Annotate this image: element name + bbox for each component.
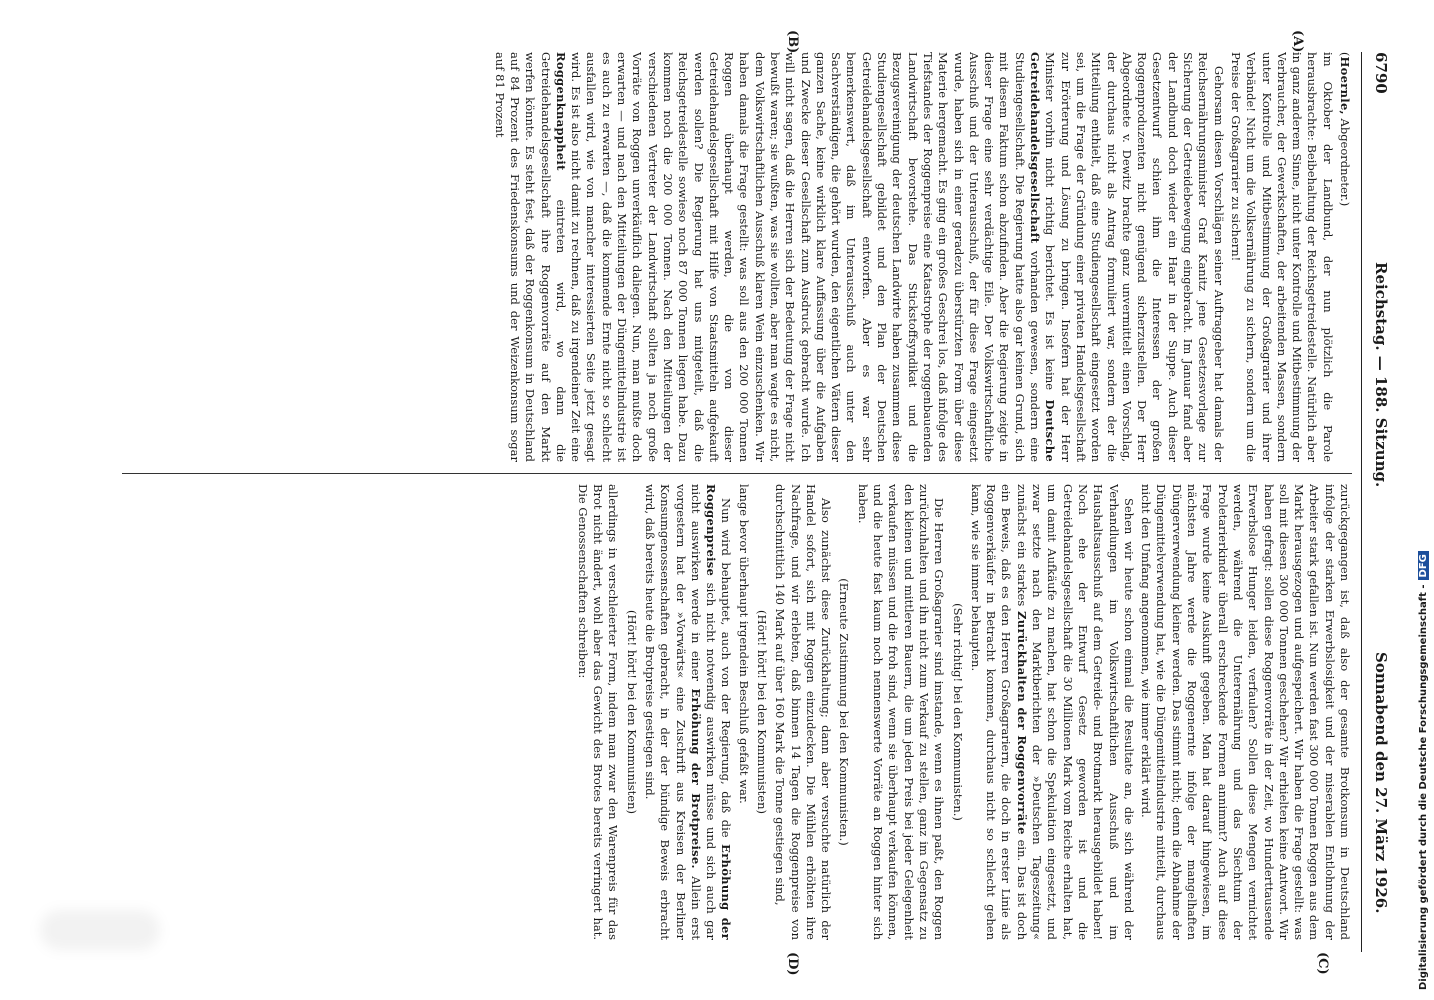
paragraph: im Oktober der Landbund, der nun plötzlich die Parole herausbrachte: Beibehaltung der Reichsgetreidestelle. Natürlich aber in ganz anderem Sinne, nicht unter Kontrolle und Mitbestimmung der Verbraucher, der Gewerkschaften, der arbeitenden Massen, sondern unter Kontrolle und Mitbestimmung der Großagrarier und ihrer Verbände! Nicht um die Volksernährung zu sichern, sondern um die Preise der Großagrarier zu sichern! [1228,52,1335,462]
bold-term: Erhöhung der Brotpreise. [688,688,703,869]
bold-term: Zurückhalten der Roggenvorräte [1014,611,1029,835]
interjection: (Hört! hört! bei den Kommunisten) [755,609,770,815]
paragraph-text: ein. Das ist doch ein Beweis, daß es den Herren Großagrariern, die doch in erster Linie als Roggenverkäufer in Betracht kommen, durchaus nicht so schlecht gehen kann, wie sie immer behaupten. [968,484,1029,940]
speaker-role: Abgeordneter. [1338,118,1352,202]
margin-marker-a: (A) [1290,30,1305,53]
column-divider [122,473,1352,474]
bold-term: Roggenknappheit [553,52,568,171]
margin-marker-b: (B) [785,30,800,54]
margin-marker-c: (C) [1315,952,1330,975]
paragraph: zurückgegangen ist, daß also der gesamte Brotkonsum in Deutschland infolge der starken Erwerbslosigkeit und der miserablen Entlohnung der Arbeiter stark gefallen ist. Nun werden fast 300 000 Tonnen Roggen aus dem Markt herausgezogen und aufgespeichert. Wir haben die Frage gestellt: was soll mit diesen 300 000 Tonnen geschehen? Wir erhielten keine Antwort. Wir haben gefragt: sollen diese Roggenvorräte in der Zeit, wo Hunderttausende Erwerbslose Hunger leiden, verfaulen? Sollen diese Mengen vernichtet werden, während die Unterernährung und das Siechtum der Proletarierkinder überall erschreckende Formen annimmt? Auch auf diese Frage wurde keine Auskunft gegeben. Man hat darauf hingewiesen, im nächsten Jahre werde die Roggenernte infolge der mangelhaften Düngerverwendung kleiner werden. Das stimmt nicht; denn die Abnahme der Düngemittelverwendung hat, wie die Düngemittelindustrie mitteilt, durchaus nicht den Umfang angenommen, wie immer erklärt wird. [1139,484,1352,940]
interjection: (Hört! hört! bei den Kommunisten) [624,609,639,815]
margin-marker-d: (D) [785,952,800,976]
credit-text: Digitalisierung gefördert durch die Deutsche Forschungsgemeinschaft - [1418,584,1429,990]
paragraph: Also zunächst diese Zurückhaltung; dann aber versuchte natürlich der Handel sofort, sich mit Roggen einzudecken. Die Mühlen erhöhten ihre Nachfrage, und wir erlebten, daß binnen 14 Tagen die Roggenpreise von durchschnittlich 140 Mark auf über 160 Mark die Tonne gestiegen sind, [773,484,834,940]
interjection: (Erneute Zustimmung bei den Kommunisten.) [837,578,852,846]
paragraph [642,484,734,940]
session-title: Reichstag. — 188. Sitzung. [1372,262,1390,488]
paragraph [491,52,1225,462]
speaker-line: (Hoernle, Abgeordneter.) [1338,52,1352,207]
speaker-name: Hoernle, [1338,56,1352,115]
digitization-credit [1418,551,1429,990]
paragraph: Die Herren Großagrarier sind imstande, wenn es ihnen paßt, den Roggen zurückzuhalten und ihn nicht zum Verkauf zu stellen, ganz im Gegensatz zu den kleinen und mittleren Bauern, die um jeden Preis bei jeder Gelegenheit verkaufen müssen und die froh sind, wenn sie überhaupt verkaufen können, und die heute fast kaum noch nennenswerte Vorräte an Roggen hinter sich haben. [855,484,947,940]
paragraph-text: vorhanden gewesen, sondern eine Studiengesellschaft. Die Regierung hatte also gar keinen Grund, sich mit diesem Faktum schon abzufinden. Aber die Regierung zeigte in dieser Frage eine sehr verdächtige Eile. Der Volkswirtschaftliche Ausschuß und der Unterausschuß, der für diese Frage eingesetzt wurde, haben sich in einer geradezu überstürzten Form über diese Materie hergemacht. Es ging ein großes Geschrei los, daß infolge des Tiefstandes der Roggenpreise eine Katastrophe der roggenbauenden Landwirtschaft bevorstehe. Das Stickstoffsyndikat und die Bezugsvereinigung der deutschen Landwirte haben zusammen diese Studiengesellschaft gebildet und den Plan der Deutschen Getreidehandelsgesellschaft entworfen. Aber es war sehr bemerkenswert, daß im Unterausschuß auch unter den Sachverständigen, die gehört wurden, den eigentlichen Vätern dieser ganzen Sache, keine wirklich klare Auffassung über die Aufgaben und Zwecke dieser Gesellschaft zum Ausdruck gebracht wurde. Ich will nicht sagen, daß die Herren sich der Bedeutung der Frage nicht bewußt waren; sie wußten, was sie wollten, aber man wagte es nicht, dem Volkswirtschaftlichen Ausschuß klaren Wein einzuschenken. Wir haben damals die Frage gestellt: was soll aus den 200 000 Tonnen Roggen überhaupt werden, die von dieser Getreidehandelsgesellschaft mit Hilfe von Staatsmitteln aufgekauft werden sollen? Die Regierung hat uns mitgeteilt, daß die Reichsgetreidestelle sowieso noch 87 000 Tonnen liegen habe. Dazu kommen noch die 200 000 Tonnen. Nach den Mitteilungen der verschiedenen Vertreter der Landwirtschaft sollten ja noch große Vorräte von Roggen unverkäuflich daliegen. Nun, man mußte doch erwarten — und nach den Mitteilungen der Düngemittelindustrie ist es auch zu erwarten —, daß die kommende Ernte nicht so schlecht ausfallen wird, wie von mancher interessierten Seite jetzt gesagt wird. Es ist also nicht damit zu rechnen, daß zu irgendeiner Zeit eine [569,52,1043,462]
left-column [122,52,1352,462]
paragraph-text: Sehen wir heute schon einmal die Resultate an, die sich während der Verhandlungen im Volkswirtschaftlichen Ausschuß und im Haushaltsausschuß auf dem Getreide- und Brotmarkt herausgebildet haben! Noch ehe der Entwurf Gesetz geworden ist und die Getreidehandelsgesellschaft die 30 Millionen Mark vom Reiche erhalten hat, um damit Aufkäufe zu machen, hat schon die Spekulation eingesetzt, und zwar setzte nach den Marktberichten der »Deutschen Tageszeitung« zunächst ein starkes [1014,484,1136,940]
header-rule [1361,52,1362,952]
paragraph-text: Allein erst vorgestern hat der »Vorwärts« eine Zuschrift aus Kreisen der Berliner Konsumgenossenschaften gebracht, in der der bündige Beweis erbracht wird, daß bereits heute die Brotpreise gestiegen sind. [642,484,703,940]
paragraph: allerdings in verschleierter Form, indem man zwar den Warenpreis für das Brot nicht ändert, wohl aber das Gewicht des Brotes bereits verringert hat. Die Genossenschaften schreiben: [575,484,621,940]
paragraph-text: sich nicht notwendig auswirken müsse und sich auch gar nicht auswirken werde in einer [688,484,719,940]
right-column [122,484,1352,940]
paragraph-text: Nun wird behauptet, auch von der Regierung, daß die [719,498,734,838]
rotated-document [80,30,1400,976]
date-line: Sonnabend den 27. März 1926. [1372,652,1390,914]
paragraph-text: eintreten wird, wo dann die Getreidehandelsgesellschaft ihre Roggenvorräte auf den Markt werfen könnte. Es steht fest, daß der Roggenkonsum in Deutschland auf 84 Prozent des Friedenskonsums und der Weizenkonsum sogar auf 81 Prozent [492,52,568,462]
paragraph [968,484,1136,940]
paragraph: lange bevor überhaupt irgendein Beschluß gefaßt war. [736,484,751,804]
bold-term: Erhöhung der Roggenpreise [704,484,734,940]
paragraph-text: Gehorsam diesen Vorschlägen seiner Auftraggeber hat damals der Reichsernährungsminister Graf Kanitz jene Gesetzesvorlage zur Sicherung der Getreidebewegung eingebracht. Im Januar fand aber der Landbund doch wieder ein Haar in der Suppe. Auch dieser Gesetzentwurf schien ihm die Interessen der großen Roggenproduzenten nicht genügend sicherzustellen. Der Herr Abgeordnete v. Dewitz brachte ganz unvermittelt einen Vorschlag, der durchaus nicht als Antrag formuliert war, sondern der die Mitteilung enthielt, daß eine Studiengesellschaft eingesetzt worden sei, um die Frage der Gründung einer privaten Handelsgesellschaft zur Erörterung und Lösung zu bringen. Insofern hat der Herr Minister vorhin nicht richtig berichtet. Es ist keine [1043,52,1226,462]
running-header [1366,52,1388,952]
bold-term: Deutsche Getreidehandelsgesellschaft [1028,52,1058,462]
page-number: 6790 [1372,52,1390,94]
dfg-logo: DFG [1418,551,1429,580]
interjection: (Sehr richtig! bei den Kommunisten.) [950,603,965,821]
